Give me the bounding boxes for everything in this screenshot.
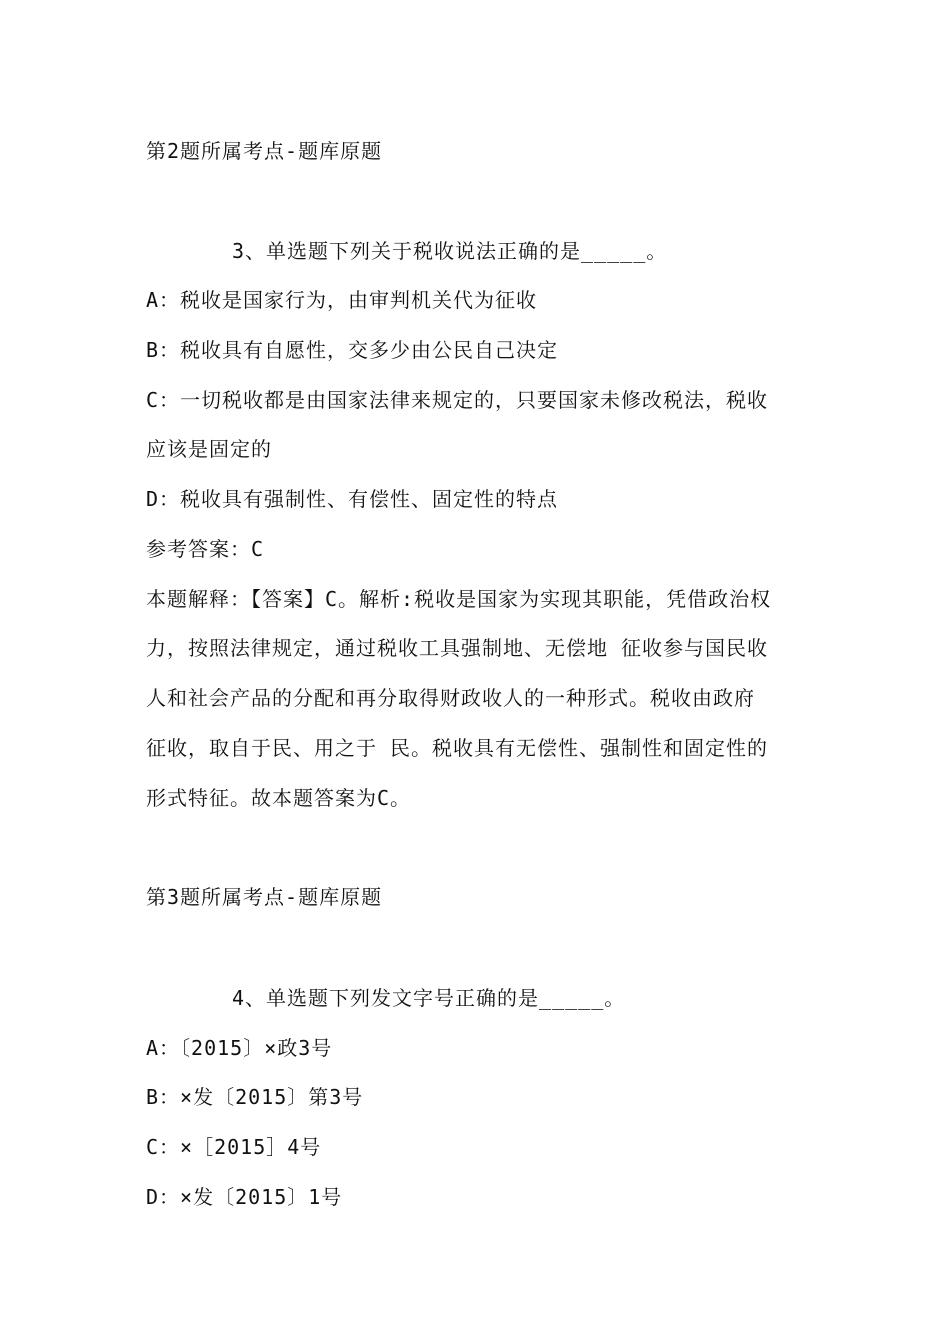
answer-q3: 参考答案：C [146, 537, 265, 561]
explanation-line-1: 本题解释：【答案】C。解析:税收是国家为实现其职能，凭借政治权 [146, 587, 772, 611]
section-point-label-q2: 第2题所属考点-题库原题 [146, 139, 383, 163]
option-a-q4: A：〔2015〕×政3号 [146, 1036, 333, 1060]
explanation-line-3: 人和社会产品的分配和再分取得财政收人的一种形式。税收由政府 [146, 686, 755, 710]
question-stem-q3: 3、单选题下列关于税收说法正确的是_____。 [232, 239, 668, 263]
option-c-q4: C：×［2015］4号 [146, 1135, 322, 1159]
explanation-line-2: 力，按照法律规定，通过税收工具强制地、无偿地 征收参与国民收 [146, 636, 769, 660]
option-d-q4: D：×发〔2015〕1号 [146, 1185, 343, 1209]
option-d-q3: D：税收具有强制性、有偿性、固定性的特点 [146, 487, 559, 511]
option-c-q3-line2: 应该是固定的 [146, 437, 272, 461]
option-a-q3: A：税收是国家行为，由审判机关代为征收 [146, 288, 538, 312]
option-c-q3-line1: C：一切税收都是由国家法律来规定的，只要国家未修改税法，税收 [146, 388, 769, 412]
option-b-q3: B：税收具有自愿性，交多少由公民自己决定 [146, 338, 559, 362]
option-b-q4: B：×发〔2015〕第3号 [146, 1085, 364, 1109]
explanation-line-5: 形式特征。故本题答案为C。 [146, 786, 412, 810]
section-point-label-q3: 第3题所属考点-题库原题 [146, 885, 383, 909]
explanation-line-4: 征收，取自于民、用之于 民。税收具有无偿性、强制性和固定性的 [146, 736, 769, 760]
question-stem-q4: 4、单选题下列发文字号正确的是_____。 [232, 986, 626, 1010]
